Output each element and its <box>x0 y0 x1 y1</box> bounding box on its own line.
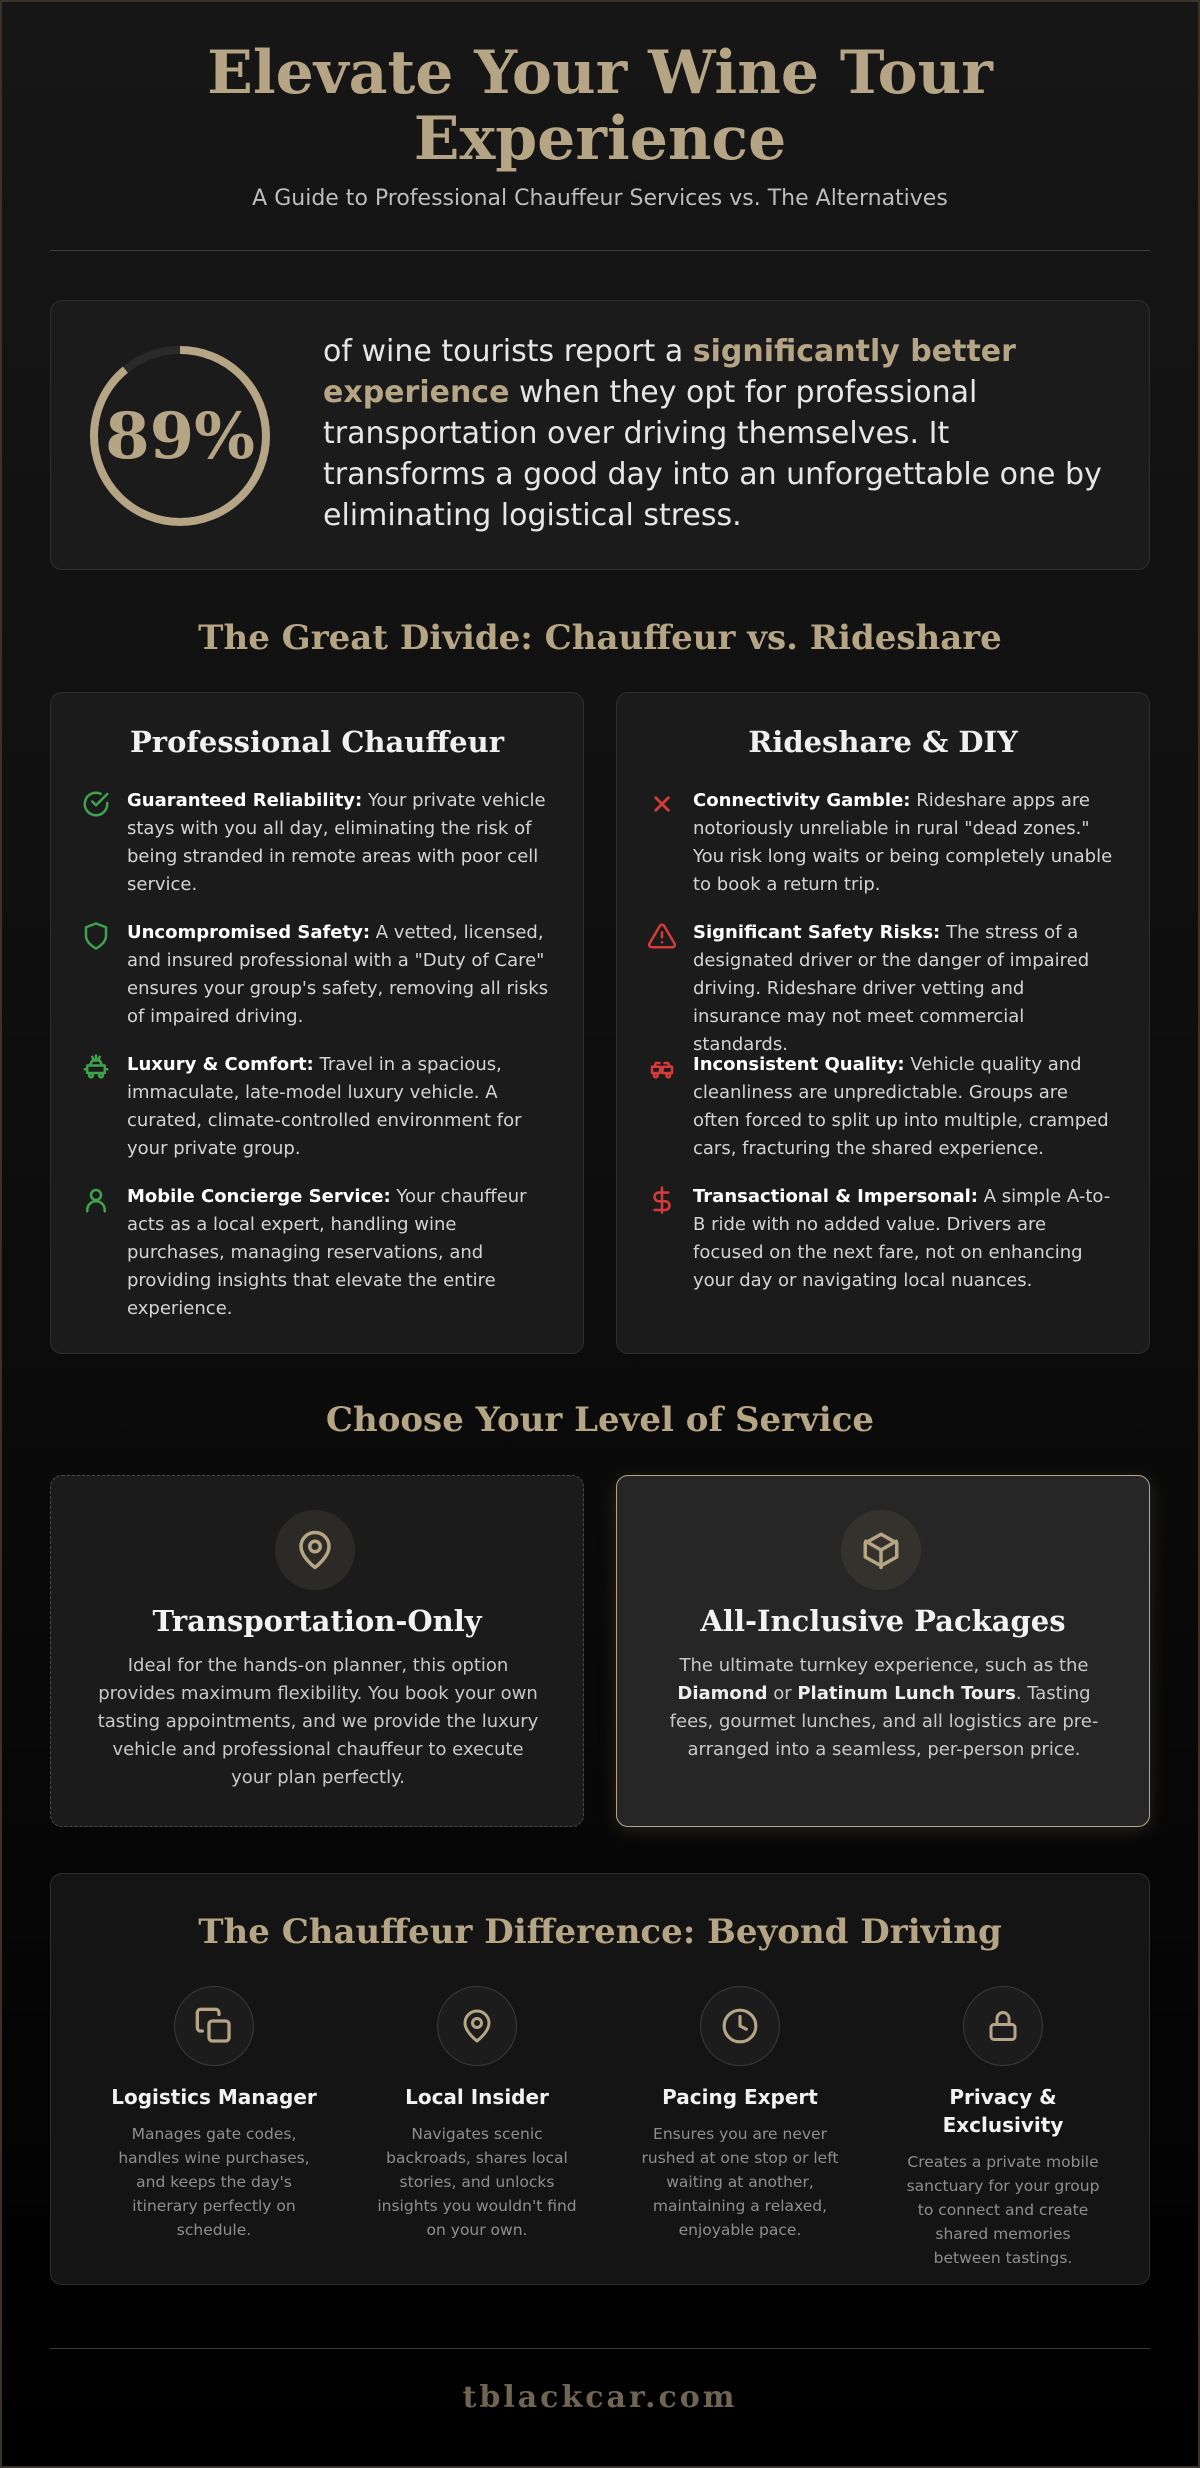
page-subtitle: A Guide to Professional Chauffeur Services vs. The Alternatives <box>252 186 948 211</box>
item-heading: Connectivity Gamble: <box>693 790 911 811</box>
chauffeur-item-text <box>127 919 551 1031</box>
chauffeur-item-text <box>127 787 551 899</box>
package-name-platinum: Platinum Lunch Tours <box>797 1683 1016 1704</box>
stat-card <box>50 300 1150 570</box>
stat-text-before: of wine tourists report a <box>323 334 693 369</box>
chauffeur-item-text <box>127 1183 551 1323</box>
map-pin-icon <box>437 1986 517 2066</box>
stat-value: 89% <box>105 398 255 474</box>
user-icon <box>81 1185 111 1215</box>
all-inclusive-desc <box>657 1652 1111 1764</box>
item-body: Your private vehicle stays with you all day, eliminating the risk of being stranded in remote areas with poor cell service. <box>127 790 546 895</box>
map-pin-icon <box>275 1510 355 1590</box>
car-icon <box>81 1053 111 1083</box>
transportation-only-card[interactable] <box>50 1475 584 1827</box>
transportation-only-desc: Ideal for the hands-on planner, this option provides maximum flexibility. You book your own tasting appointments, and we provide the luxury vehicle and professional chauffeur to execute your plan perfectly. <box>97 1655 539 1788</box>
item-heading: Luxury & Comfort: <box>127 1054 314 1075</box>
feature-desc: Navigates scenic backroads, shares local stories, and unlocks insights you wouldn't find on your own. <box>377 2125 577 2239</box>
rideshare-item-text <box>693 919 1117 1059</box>
desc-part: . Tasting fees, gourmet lunches, and all logistics are pre-arranged into a seamless, per-person price. <box>669 1683 1099 1760</box>
page-title <box>50 40 1150 172</box>
item-heading: Uncompromised Safety: <box>127 922 371 943</box>
dollar-icon <box>647 1185 677 1215</box>
item-heading: Transactional & Impersonal: <box>693 1186 979 1207</box>
stat-text-after: when they opt for professional transportation over driving themselves. It transforms a good day into an unforgettable one by eliminating logistical stress. <box>323 375 1102 533</box>
comparison-title: The Great Divide: Chauffeur vs. Rideshare <box>198 618 1002 658</box>
broken-car-icon <box>647 1053 677 1083</box>
rideshare-card <box>616 692 1150 1354</box>
item-body: A vetted, licensed, and insured professional with a "Duty of Care" ensures your group's safety, removing all risks of impaired driving. <box>127 922 549 1027</box>
chauffeur-item-text <box>127 1051 551 1163</box>
item-heading: Inconsistent Quality: <box>693 1054 905 1075</box>
footer-divider <box>50 2348 1150 2349</box>
all-inclusive-title: All-Inclusive Packages <box>700 1604 1066 1638</box>
item-body: A simple A-to-B ride with no added value. Drivers are focused on the next fare, not on enhancing your day or navigating local nuances. <box>693 1186 1111 1291</box>
lock-icon <box>963 1986 1043 2066</box>
item-body: Your chauffeur acts as a local expert, handling wine purchases, managing reservations, and providing insights that elevate the entire experience. <box>127 1186 527 1319</box>
desc-part: The ultimate turnkey experience, such as the <box>679 1655 1089 1676</box>
item-body: Vehicle quality and cleanliness are unpredictable. Groups are often forced to split up into multiple, cramped cars, fracturing the shared experience. <box>693 1054 1109 1159</box>
feature-title: Privacy & Exclusivity <box>942 2085 1064 2137</box>
feature-title: Logistics Manager <box>111 2085 317 2109</box>
feature-title: Pacing Expert <box>662 2085 818 2109</box>
rideshare-item-text <box>693 1183 1117 1295</box>
package-icon <box>841 1510 921 1590</box>
rideshare-card-title: Rideshare & DIY <box>748 725 1018 759</box>
feature-title: Local Insider <box>405 2085 549 2109</box>
item-body: Travel in a spacious, immaculate, late-model luxury vehicle. A curated, climate-controlled environment for your private group. <box>127 1054 522 1159</box>
item-heading: Mobile Concierge Service: <box>127 1186 391 1207</box>
feature-desc: Ensures you are never rushed at one stop or left waiting at another, maintaining a relaxed, enjoyable pace. <box>641 2125 839 2239</box>
desc-part: or <box>767 1683 798 1704</box>
rideshare-item-text <box>693 1051 1117 1163</box>
clock-icon <box>700 1986 780 2066</box>
stat-description <box>323 331 1113 536</box>
shield-icon <box>81 921 111 951</box>
all-inclusive-card[interactable] <box>616 1475 1150 1827</box>
item-heading: Guaranteed Reliability: <box>127 790 363 811</box>
item-heading: Significant Safety Risks: <box>693 922 941 943</box>
footer-brand[interactable]: tblackcar.com <box>462 2380 738 2415</box>
title-line-1: Elevate Your Wine Tour <box>207 38 993 108</box>
difference-title: The Chauffeur Difference: Beyond Driving <box>198 1912 1002 1952</box>
feature-desc: Manages gate codes, handles wine purchases, and keeps the day's itinerary perfectly on schedule. <box>118 2125 310 2239</box>
divider <box>50 250 1150 251</box>
transportation-only-title: Transportation-Only <box>152 1604 482 1638</box>
rideshare-item-text <box>693 787 1117 899</box>
feature-desc: Creates a private mobile sanctuary for your group to connect and create shared memories between tastings. <box>906 2153 1100 2267</box>
warning-icon <box>647 921 677 951</box>
package-name-diamond: Diamond <box>677 1683 768 1704</box>
chauffeur-card-title: Professional Chauffeur <box>129 725 504 759</box>
copy-icon <box>174 1986 254 2066</box>
service-title: Choose Your Level of Service <box>325 1400 875 1440</box>
difference-card <box>50 1873 1150 2285</box>
title-line-2: Experience <box>413 104 787 174</box>
check-circle-icon <box>81 789 111 819</box>
stat-text-highlight: significantly better experience <box>323 334 1016 410</box>
item-body: Rideshare apps are notoriously unreliable in rural "dead zones." You risk long waits or being completely unable to book a return trip. <box>693 790 1113 895</box>
chauffeur-card <box>50 692 584 1354</box>
item-body: The stress of a designated driver or the danger of impaired driving. Rideshare driver vetting and insurance may not meet commercial standards. <box>693 922 1090 1055</box>
x-icon <box>647 789 677 819</box>
